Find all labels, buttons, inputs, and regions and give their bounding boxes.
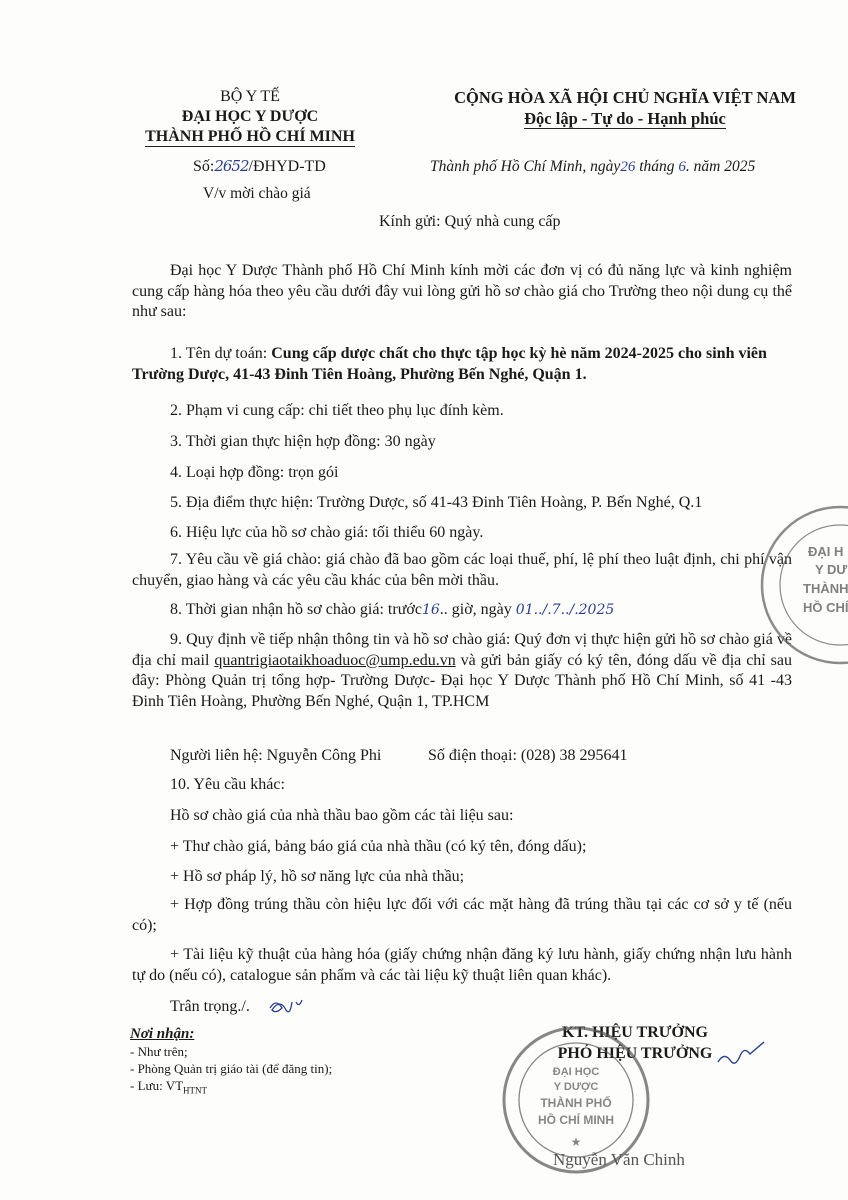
handwritten-month: 6 [678, 159, 686, 175]
contact-email-link[interactable]: quantrigiaotaikhoaduoc@ump.edu.vn [214, 651, 456, 669]
side-stamp-text-2: Y DƯ [815, 562, 848, 577]
required-doc-d: + Tài liệu kỹ thuật của hàng hóa (giấy chứng nhận đăng ký lưu hành, giấy chứng nhận lưu hành tự do (nếu có), catalogue sản phẩm và các tài liệu kỹ thuật liên quan khác). [132, 946, 792, 984]
document-subject: V/v mời chào giá [203, 185, 311, 202]
item-4: 4. Loại hợp đồng: trọn gói [170, 464, 339, 481]
recipients-title: Nơi nhận: [130, 1026, 195, 1042]
main-stamp-text-1: ĐẠI HỌC [552, 1066, 600, 1078]
contact-phone: Số điện thoại: (028) 38 295641 [428, 747, 628, 764]
signature-scribble [718, 1042, 764, 1063]
university-name-line2: THÀNH PHỐ HỒ CHÍ MINH [145, 128, 355, 145]
item-8: 8. Thời gian nhận hồ sơ chào giá: trước16.. giờ, ngày 01../.7../.2025 [170, 601, 615, 618]
country-name: CỘNG HÒA XÃ HỘI CHỦ NGHĨA VIỆT NAM [454, 88, 796, 107]
side-stamp-text-1: ĐẠI H [808, 544, 844, 559]
required-docs-intro: Hồ sơ chào giá của nhà thầu bao gồm các tài liệu sau: [170, 807, 514, 824]
recipient-3: - Lưu: $VT_{HTNT}$ [130, 1078, 208, 1096]
item-3: 3. Thời gian thực hiện hợp đồng: 30 ngày [170, 433, 436, 450]
item-6: 6. Hiệu lực của hồ sơ chào giá: tối thiểu 60 ngày. [170, 524, 484, 541]
issue-date: Thành phố Hồ Chí Minh, ngày26 tháng 6. năm 2025 [430, 158, 756, 175]
main-stamp-text-4: HỒ CHÍ MINH [538, 1113, 614, 1127]
signer-name: Nguyễn Văn Chinh [553, 1150, 685, 1169]
university-name-line1: ĐẠI HỌC Y DƯỢC [181, 108, 319, 125]
handwritten-doc-number: 2652 [214, 157, 249, 175]
handwritten-day: 26 [620, 159, 636, 175]
initials-scribble [270, 1000, 302, 1012]
main-stamp [504, 1028, 648, 1172]
closing: Trân trọng./. [170, 998, 250, 1015]
item-2: 2. Phạm vi cung cấp: chi tiết theo phụ lục đính kèm. [170, 402, 504, 419]
contact-person: Người liên hệ: Nguyễn Công Phi [170, 747, 382, 764]
side-stamp-text-4: HỒ CHÍ [803, 600, 848, 615]
item-5: 5. Địa điểm thực hiện: Trường Dược, số 41-43 Đinh Tiên Hoàng, P. Bến Nghé, Q.1 [170, 494, 703, 511]
ministry-name: BỘ Y TẾ [220, 88, 280, 105]
national-motto: Độc lập - Tự do - Hạnh phúc [524, 109, 726, 128]
side-stamp-text-3: THÀNH [803, 581, 848, 596]
item-10: 10. Yêu cầu khác: [170, 776, 285, 793]
document-number: Số:2652/ĐHYD-TD [193, 157, 326, 175]
required-doc-b: + Hồ sơ pháp lý, hồ sơ năng lực của nhà thầu; [170, 868, 465, 885]
handwritten-deadline-date: 01../.7../.2025 [515, 602, 615, 618]
sign-title-1: KT. HIỆU TRƯỞNG [562, 1024, 708, 1041]
item-9: 9. Quy định về tiếp nhận thông tin và hồ sơ chào giá: Quý đơn vị thực hiện gửi hồ sơ chào giá về địa chỉ mail quantrigiaotaikhoaduoc@ump.edu.vn và gửi bản giấy có ký tên, đóng dấu về địa chỉ sau đây: Phòng Quản trị tổng hợp- Trường Dược- Đại học Y Dược Thành phố Hồ Chí Minh, số 41 -43 Đinh Tiên Hoàng, Phường Bến Nghé, Quận 1, TP.HCM [132, 631, 793, 710]
required-doc-a: + Thư chào giá, bảng báo giá của nhà thầu (có ký tên, đóng dấu); [170, 838, 587, 855]
required-doc-c: + Hợp đồng trúng thầu còn hiệu lực đối với các mặt hàng đã trúng thầu tại các cơ sở y tế (nếu có); [132, 896, 792, 934]
item-1: 1. Tên dự toán: Cung cấp dược chất cho thực tập học kỳ hè năm 2024-2025 cho sinh viên Trường Dược, 41-43 Đinh Tiên Hoàng, Phường Bến Nghé, Quận 1. [132, 345, 767, 383]
intro-paragraph: Đại học Y Dược Thành phố Hồ Chí Minh kính mời các đơn vị có đủ năng lực và kinh nghiệm cung cấp hàng hóa theo yêu cầu dưới đây vui lòng gửi hồ sơ chào giá cho Trường theo nội dung cụ thể như sau: [132, 262, 792, 320]
main-stamp-text-2: Y DƯỢC [553, 1081, 599, 1093]
estimate-name: Cung cấp dược chất cho thực tập học kỳ hè năm 2024-2025 cho sinh viên Trường Dược, 41-43 Đinh Tiên Hoàng, Phường Bến Nghé, Quận 1. [132, 345, 767, 383]
side-stamp [762, 507, 848, 663]
sign-title-2: PHÓ HIỆU TRƯỞNG [557, 1045, 713, 1062]
recipient-1: - Như trên; [130, 1044, 188, 1059]
salutation: Kính gửi: Quý nhà cung cấp [379, 213, 561, 230]
svg-text:★: ★ [570, 1135, 582, 1149]
handwritten-hour: 16 [421, 602, 440, 618]
main-stamp-text-3: THÀNH PHỐ [540, 1096, 612, 1110]
item-7: 7. Yêu cầu về giá chào: giá chào đã bao gồm các loại thuế, phí, lệ phí theo luật định, chi phí vận chuyển, giao hàng và các yêu cầu khác của bên mời thầu. [132, 551, 792, 589]
recipient-2: - Phòng Quản trị giáo tài (để đăng tin); [130, 1061, 333, 1076]
